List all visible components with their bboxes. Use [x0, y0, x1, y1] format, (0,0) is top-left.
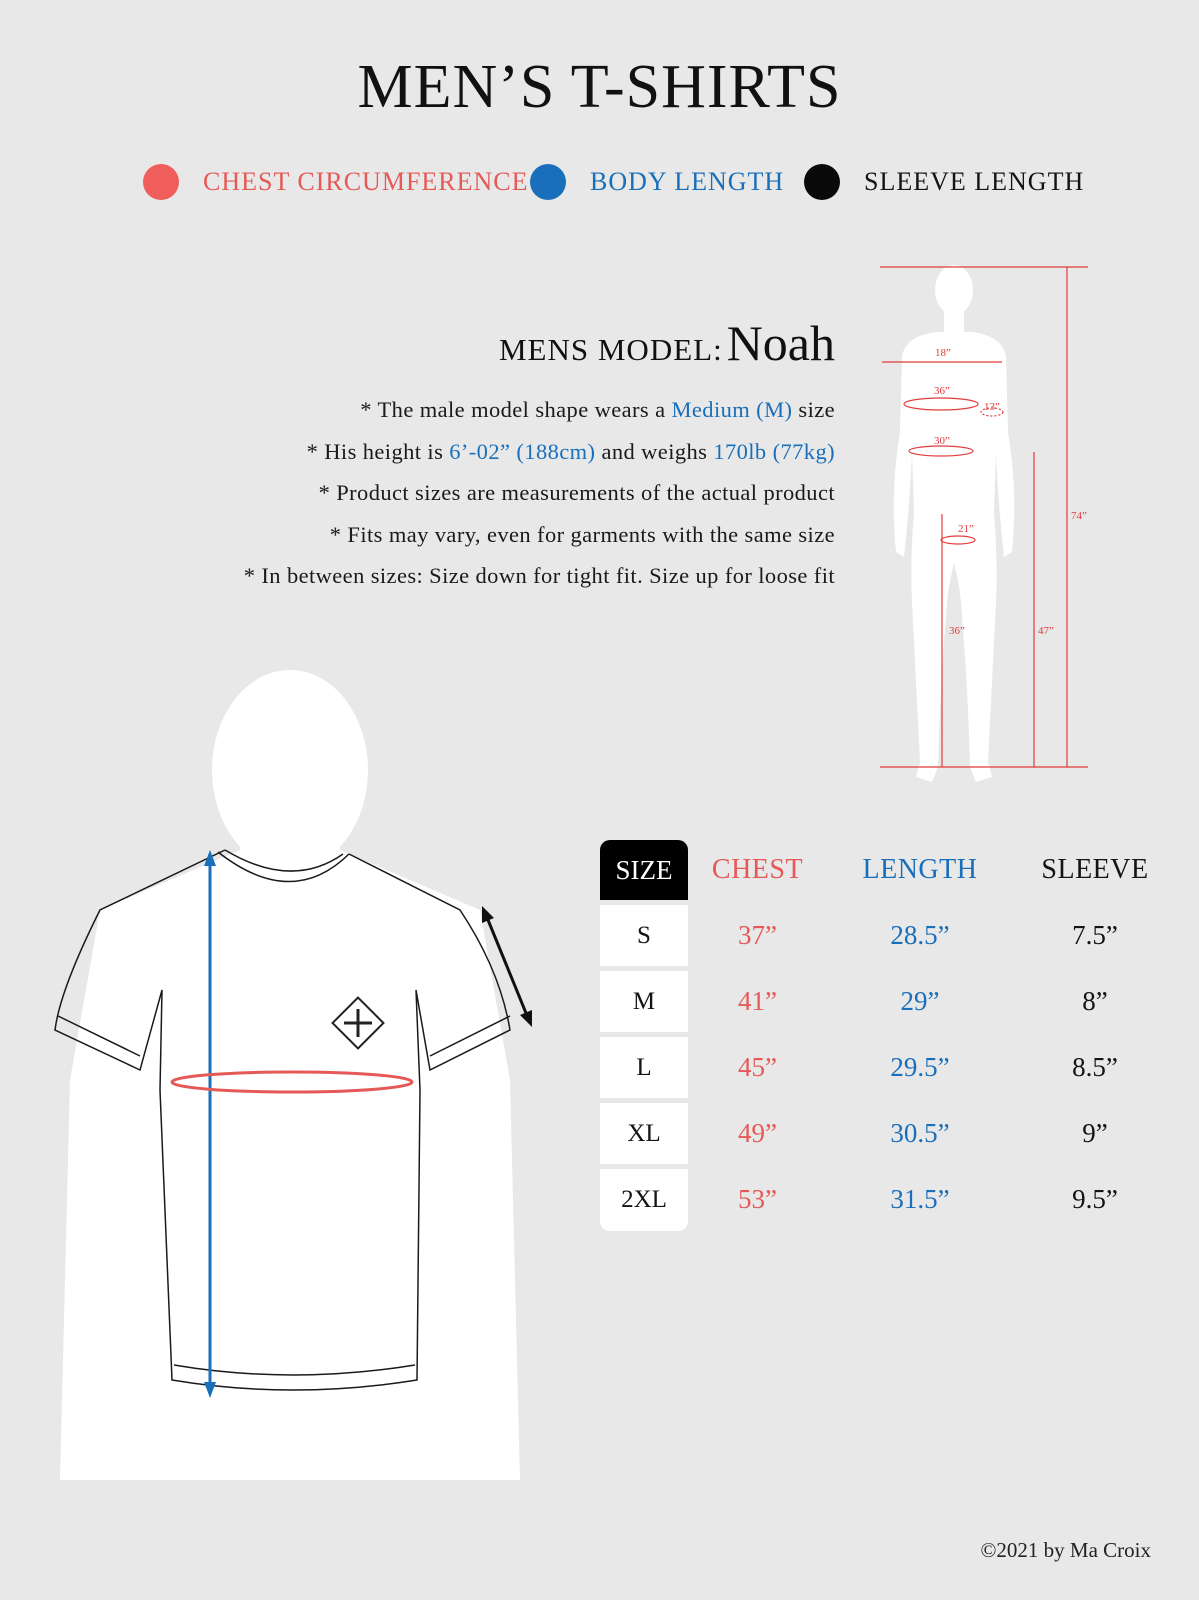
sleeve-column: [1030, 840, 1160, 1230]
sleeve-cell: 8.5”: [1072, 1052, 1118, 1082]
chest-column: [695, 840, 820, 1230]
chest-cell: 45”: [738, 1052, 777, 1082]
length-cell: 29.5”: [890, 1052, 950, 1082]
copyright: ©2021 by Ma Croix: [980, 1538, 1151, 1562]
legend-label-sleeve: SLEEVE LENGTH: [864, 167, 1085, 196]
size-cell: S: [600, 905, 688, 966]
length-cell: 31.5”: [890, 1184, 950, 1214]
note-between: * In between sizes: Size down for tight fit. Size up for loose fit: [243, 563, 835, 588]
chest-dot-icon: [143, 164, 179, 200]
size-cell: XL: [600, 1103, 688, 1164]
size-column: [600, 840, 688, 1231]
tshirt-figure: [40, 660, 560, 1520]
legend: [0, 164, 1199, 204]
note-product: * Product sizes are measurements of the actual product: [318, 480, 835, 505]
chest-cell: 37”: [738, 920, 777, 950]
note-height: * His height is 6’-02” (188cm) and weighs 170lb (77kg): [306, 438, 835, 464]
measure-shoulder: 18”: [935, 347, 951, 359]
model-label: MENS MODEL:: [498, 332, 723, 367]
length-header: LENGTH: [862, 854, 978, 885]
chest-cell: 53”: [738, 1184, 777, 1214]
chest-header: CHEST: [711, 854, 804, 885]
legend-label-length: BODY LENGTH: [590, 167, 785, 196]
page-title: MEN’S T-SHIRTS: [357, 53, 842, 121]
length-dot-icon: [530, 164, 566, 200]
size-header: SIZE: [600, 840, 688, 900]
measure-arm: 13”: [984, 401, 1000, 413]
measure-thigh: 21”: [958, 523, 974, 535]
sleeve-cell: 9”: [1082, 1118, 1108, 1148]
measure-chest: 36”: [934, 385, 950, 397]
size-cell: M: [600, 971, 688, 1032]
model-name: Noah: [726, 315, 835, 371]
chest-cell: 41”: [738, 986, 777, 1016]
sleeve-header: SLEEVE: [1041, 854, 1149, 885]
sleeve-cell: 8”: [1082, 986, 1108, 1016]
legend-item-sleeve: [804, 164, 1084, 200]
sleeve-cell: 7.5”: [1072, 920, 1118, 950]
measure-leg: 47”: [1038, 625, 1054, 637]
chest-cell: 49”: [738, 1118, 777, 1148]
model-notes: [244, 397, 835, 605]
size-cell: L: [600, 1037, 688, 1098]
legend-item-length: [530, 164, 784, 200]
model-heading: [499, 314, 835, 372]
legend-label-chest: CHEST CIRCUMFERENCE: [203, 167, 529, 196]
length-cell: 30.5”: [890, 1118, 950, 1148]
size-cell: 2XL: [600, 1169, 688, 1231]
note-fit: * Fits may vary, even for garments with the same size: [329, 521, 835, 547]
legend-item-chest: [143, 164, 529, 200]
sleeve-cell: 9.5”: [1072, 1184, 1118, 1214]
measure-height: 74”: [1071, 510, 1087, 522]
note-size: * The male model shape wears a Medium (M) size: [360, 397, 835, 422]
body-measurement-figure: [880, 262, 1110, 802]
measure-waist: 30”: [934, 435, 950, 447]
length-cell: 29”: [900, 986, 940, 1016]
length-cell: 28.5”: [890, 920, 950, 950]
measure-inseam: 36”: [949, 625, 965, 637]
sleeve-dot-icon: [804, 164, 840, 200]
length-column: [855, 840, 985, 1230]
